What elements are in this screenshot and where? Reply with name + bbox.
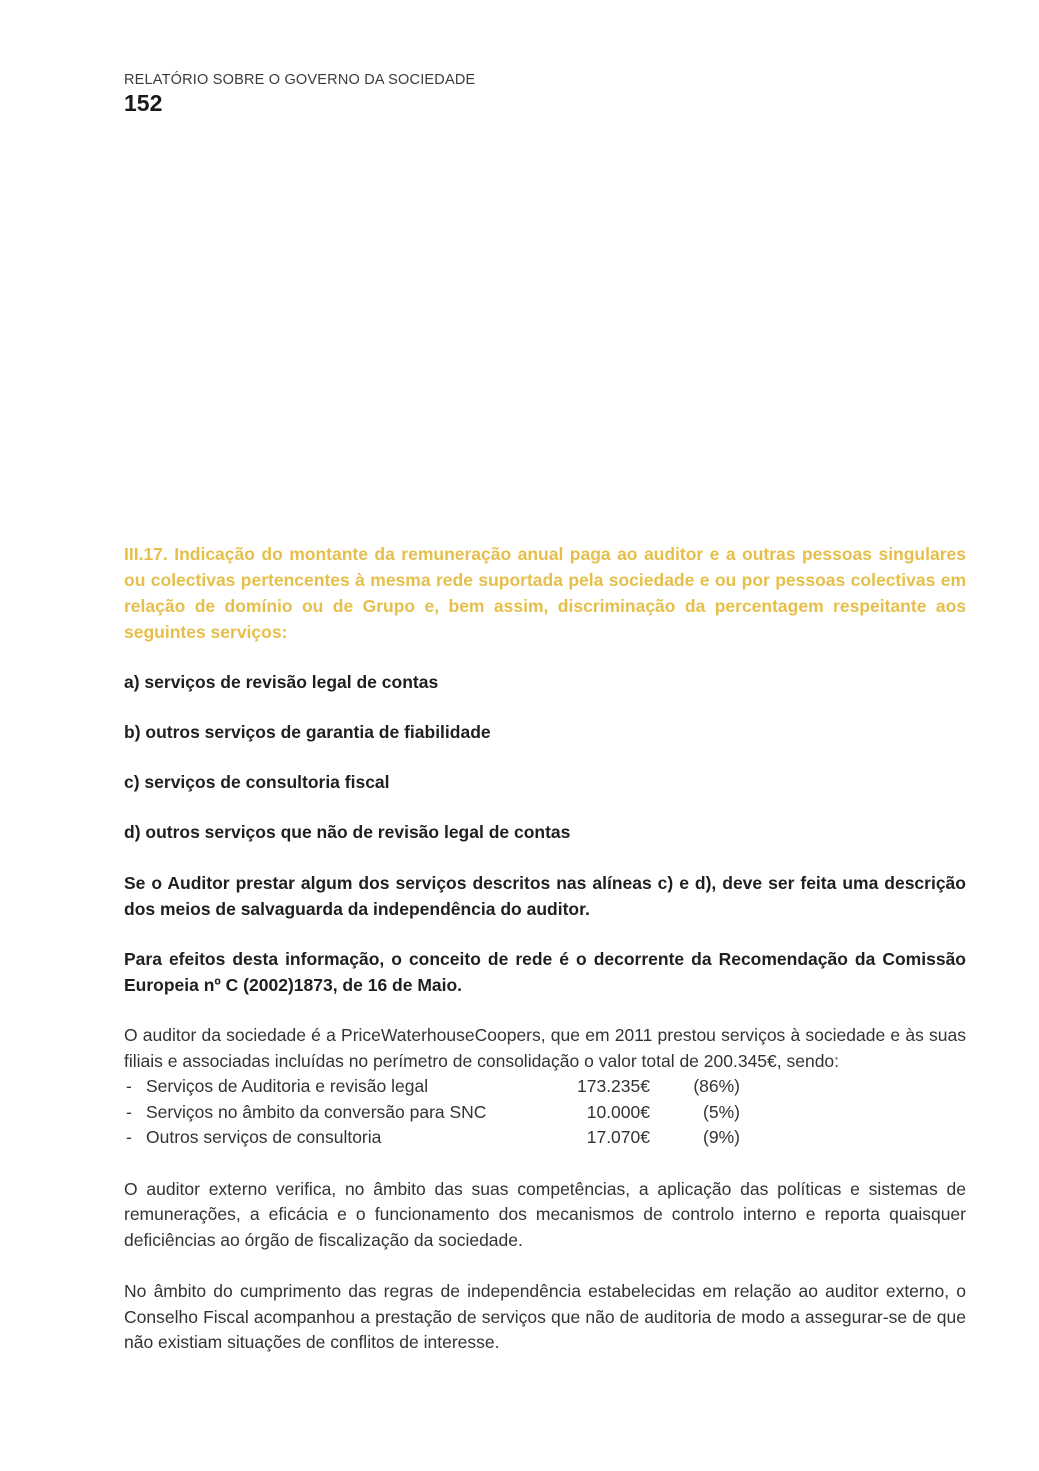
service-percentage: (5%) bbox=[703, 1101, 740, 1122]
service-dash: - bbox=[126, 1127, 132, 1147]
section-content bbox=[124, 541, 966, 1356]
service-row bbox=[124, 1100, 966, 1126]
service-label: Outros serviços de consultoria bbox=[146, 1127, 382, 1147]
service-amount: 17.070€ bbox=[586, 1127, 650, 1147]
service-row bbox=[124, 1074, 966, 1100]
list-item-d: d) outros serviços que não de revisão legal de contas bbox=[124, 822, 571, 842]
external-auditor-paragraph: O auditor externo verifica, no âmbito das suas competências, a aplicação das políticas e sistemas de remunerações, a eficácia e o funcionamento dos mecanismos de controlo interno e reporta quaisquer deficiências ao órgão de fiscalização da sociedade. bbox=[124, 1178, 966, 1250]
service-dash: - bbox=[126, 1101, 132, 1122]
service-amount: 173.235€ bbox=[577, 1076, 650, 1096]
page-number: 152 bbox=[124, 90, 163, 116]
service-amount: 10.000€ bbox=[586, 1101, 650, 1122]
independence-rules-paragraph: No âmbito do cumprimento das regras de independência estabelecidas em relação ao auditor externo, o Conselho Fiscal acompanhou a prestação de serviços que não de auditoria de modo a assegurar-se de que não existiam situações de conflitos de interesse. bbox=[124, 1281, 966, 1352]
service-row bbox=[124, 1125, 966, 1151]
section-heading: III.17. Indicação do montante da remuneração anual paga ao auditor e a outras pessoas singulares ou colectivas pertencentes à mesma rede suportada pela sociedade e ou por pessoas colectivas em relação de domínio ou de Grupo e, bem assim, discriminação da percentagem respeitante aos seguintes serviços: bbox=[124, 544, 966, 642]
report-title: RELATÓRIO SOBRE O GOVERNO DA SOCIEDADE bbox=[124, 72, 476, 88]
list-item-a: a) serviços de revisão legal de contas bbox=[124, 672, 439, 692]
list-item-c: c) serviços de consultoria fiscal bbox=[124, 772, 390, 792]
independence-note: Se o Auditor prestar algum dos serviços descritos nas alíneas c) e d), deve ser feita uma descrição dos meios de salvaguarda da independência do auditor. bbox=[124, 873, 966, 919]
service-percentage: (9%) bbox=[703, 1127, 740, 1147]
list-item-b: b) outros serviços de garantia de fiabilidade bbox=[124, 722, 491, 742]
service-percentage: (86%) bbox=[693, 1076, 740, 1096]
service-label: Serviços no âmbito da conversão para SNC bbox=[146, 1101, 487, 1122]
service-label: Serviços de Auditoria e revisão legal bbox=[146, 1076, 429, 1096]
service-dash: - bbox=[126, 1076, 132, 1096]
auditor-intro: O auditor da sociedade é a PriceWaterhouseCoopers, que em 2011 prestou serviços à sociedade e às suas filiais e associadas incluídas no perímetro de consolidação o valor total de 200.345€, sendo: bbox=[124, 1025, 966, 1071]
page-header bbox=[124, 70, 475, 116]
services-list bbox=[124, 1074, 966, 1151]
network-note: Para efeitos desta informação, o conceito de rede é o decorrente da Recomendação da Comissão Europeia nº C (2002)1873, de 16 de Maio. bbox=[124, 949, 966, 995]
